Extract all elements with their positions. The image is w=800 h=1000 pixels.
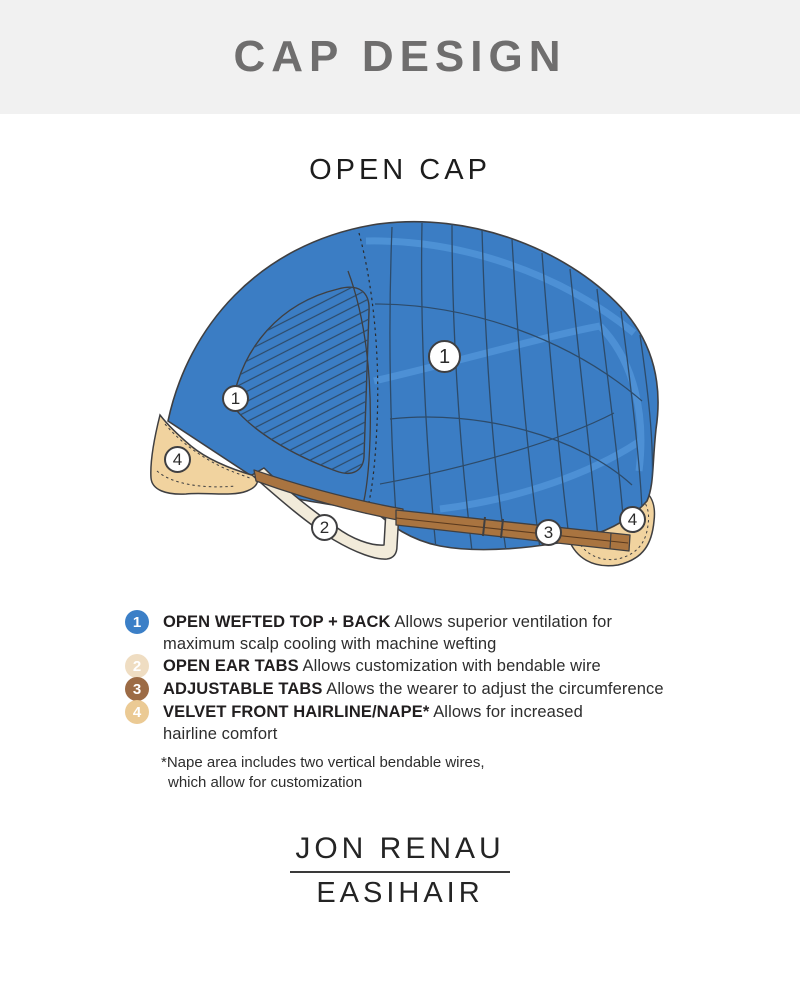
brand-name: JON RENAU bbox=[295, 832, 505, 865]
legend-desc-3: Allows the wearer to adjust the circumference bbox=[326, 680, 664, 698]
legend-desc-2: Allows customization with bendable wire bbox=[302, 657, 601, 675]
brand-logo bbox=[0, 832, 800, 910]
cap-illustration bbox=[0, 209, 800, 589]
legend-desc-4: Allows for increased hairline comfort bbox=[163, 703, 583, 743]
legend-text-1 bbox=[163, 611, 621, 655]
brand-divider-line bbox=[290, 871, 510, 873]
legend bbox=[0, 611, 800, 793]
footnote bbox=[125, 753, 740, 793]
legend-text-4 bbox=[163, 701, 615, 745]
legend-item-ear-tabs bbox=[125, 655, 740, 678]
legend-badge-4: 4 bbox=[125, 700, 149, 724]
callout-4-right bbox=[619, 506, 646, 533]
legend-item-wefted-top bbox=[125, 611, 740, 655]
header-band bbox=[0, 0, 800, 114]
callout-1-main-label: 1 bbox=[438, 345, 451, 368]
callout-1-main bbox=[428, 340, 461, 373]
legend-label-3: ADJUSTABLE TABS bbox=[163, 680, 323, 698]
diagram-title: OPEN CAP bbox=[309, 154, 491, 186]
legend-text-2 bbox=[163, 655, 601, 677]
callout-1-front bbox=[222, 385, 249, 412]
legend-label-2: OPEN EAR TABS bbox=[163, 657, 299, 675]
brand-sub-name: EASIHAIR bbox=[316, 877, 484, 909]
callout-3-label: 3 bbox=[543, 523, 554, 542]
legend-label-1: OPEN WEFTED TOP + BACK bbox=[163, 613, 391, 631]
legend-badge-2: 2 bbox=[125, 654, 149, 678]
legend-desc-1: Allows superior ventilation for maximum scalp cooling with machine wefting bbox=[163, 613, 613, 653]
page-title: CAP DESIGN bbox=[233, 32, 567, 81]
footnote-line-2: which allow for customization bbox=[168, 774, 363, 791]
legend-badge-1: 1 bbox=[125, 610, 149, 634]
callout-4-right-label: 4 bbox=[627, 510, 638, 529]
legend-badge-3: 3 bbox=[125, 677, 149, 701]
callout-3 bbox=[535, 519, 562, 546]
legend-item-velvet-front bbox=[125, 701, 740, 745]
legend-label-4: VELVET FRONT HAIRLINE/NAPE* bbox=[163, 703, 430, 721]
footnote-line-1: *Nape area includes two vertical bendable wires, bbox=[161, 754, 485, 771]
callout-2-label: 2 bbox=[319, 518, 330, 537]
callout-1-front-label: 1 bbox=[230, 389, 241, 408]
legend-item-adjustable-tabs bbox=[125, 678, 740, 701]
callout-4-left-label: 4 bbox=[172, 450, 183, 469]
callout-2 bbox=[311, 514, 338, 541]
legend-text-3 bbox=[163, 678, 664, 700]
callout-4-left bbox=[164, 446, 191, 473]
